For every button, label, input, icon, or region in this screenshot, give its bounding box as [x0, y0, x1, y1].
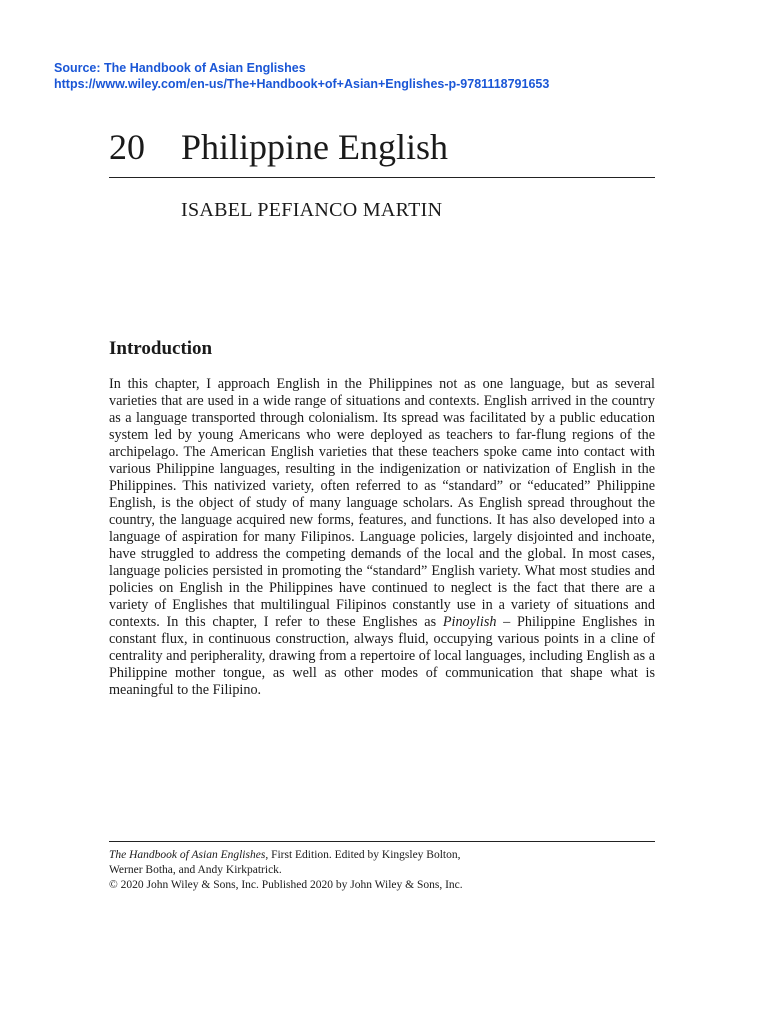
- author-name: ISABEL PEFIANCO MARTIN: [181, 199, 443, 221]
- footnote-book-title: The Handbook of Asian Englishes: [109, 849, 266, 861]
- title-divider: [109, 177, 655, 178]
- footnote: [109, 848, 655, 893]
- source-url-link[interactable]: https://www.wiley.com/en-us/The+Handbook+of+Asian+Englishes-p-9781118791653: [54, 77, 550, 91]
- footnote-divider: [109, 841, 655, 842]
- chapter-heading: [109, 124, 655, 170]
- italic-term: Pinoylish: [442, 614, 497, 630]
- body-paragraph: [109, 376, 655, 699]
- section-heading: Introduction: [109, 338, 213, 359]
- source-label: Source: The Handbook of Asian Englishes: [54, 61, 306, 75]
- paragraph-text-part-1: In this chapter, I approach English in the Philippines not as one language, but as several varieties that are used in a wide range of situations and contexts. English arrived in the country as a language transported through colonialism. Its spread was facilitated by a public education system led by young Americans who were deployed as teachers to far-flung regions of the archipelago. The American English varieties that these teachers spoke came into contact with various Philippine languages, resulting in the indigenization or nativization of English in the Philippines. This nativized variety, often referred to as “standard” or “educated” Philippine English, is the object of study of many language scholars. As English spread throughout the country, the language acquired new forms, features, and functions. It has also developed into a language of aspiration for many Filipinos. Language policies, largely disjointed and inchoate, have struggled to address the competing demands of the local and the global. In most cases, language policies persisted in promoting the “standard” English variety. What most studies and policies on English in the Philippines have continued to neglect is the fact that there are a variety of Englishes that multilingual Filipinos constantly use in a variety of situations and contexts. In this chapter, I refer to these Englishes as: [109, 376, 655, 630]
- footnote-line-1: [109, 848, 655, 863]
- chapter-title: Philippine English: [181, 127, 449, 167]
- footnote-line-2: Werner Botha, and Andy Kirkpatrick.: [109, 864, 282, 876]
- chapter-number: 20: [109, 127, 145, 167]
- source-citation: [54, 60, 549, 92]
- footnote-copyright: © 2020 John Wiley & Sons, Inc. Published 2020 by John Wiley & Sons, Inc.: [109, 879, 463, 891]
- paragraph-text-part-2: – Philippine Englishes in constant flux, in continuous construction, always fluid, occupying various points in a cline of centrality and peripherality, drawing from a repertoire of local languages, including English as a Philippine mother tongue, as well as other modes of communication that shape what is meaningful to the Filipino.: [109, 614, 655, 698]
- footnote-edition: , First Edition. Edited by Kingsley Bolton,: [265, 849, 461, 861]
